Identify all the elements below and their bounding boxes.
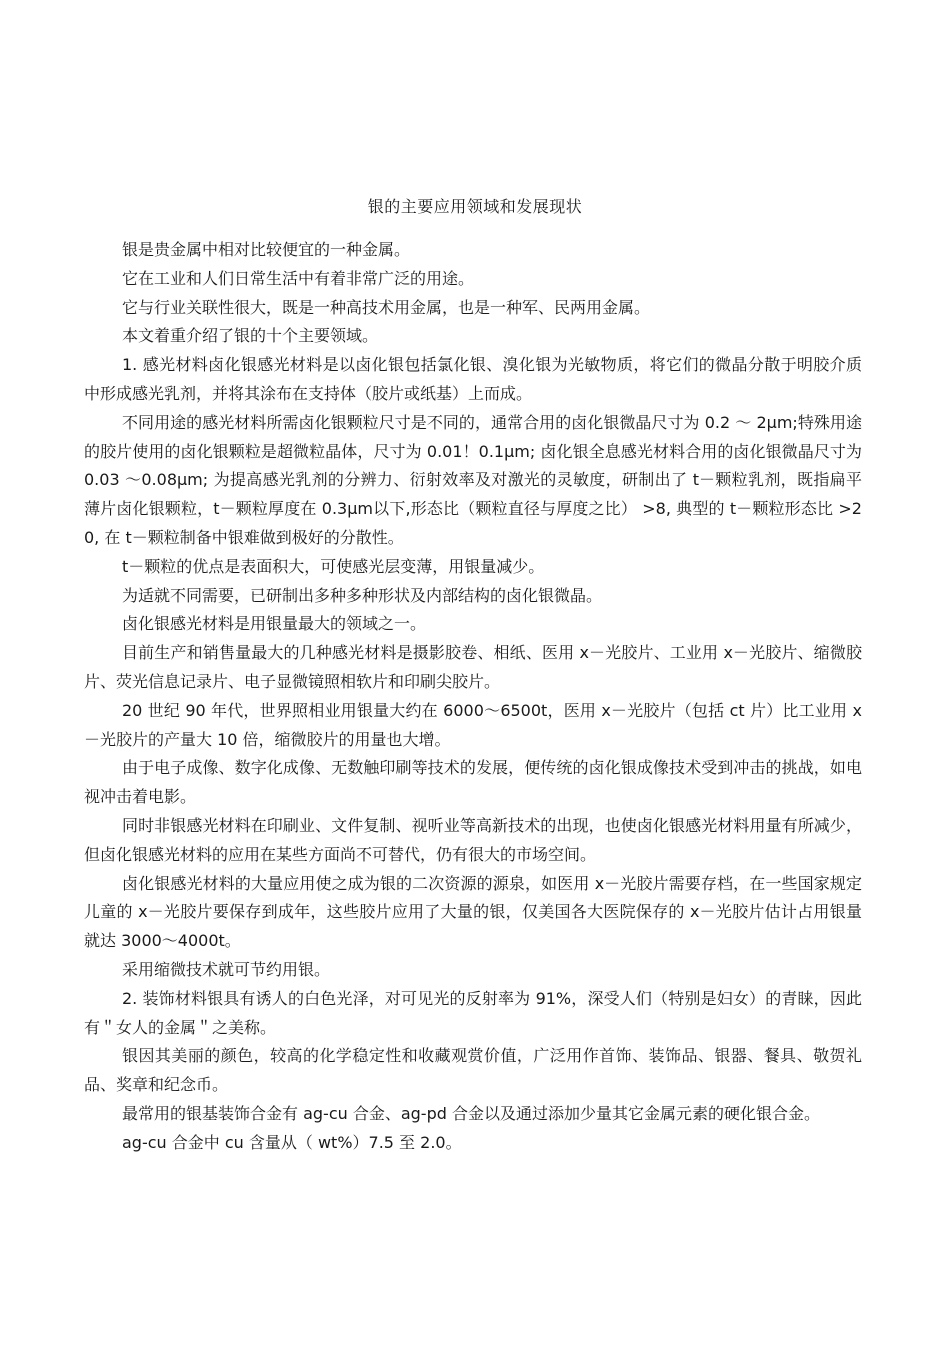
paragraph: 银是贵金属中相对比较便宜的一种金属。: [122, 240, 411, 259]
paragraph: 1. 感光材料卤化银感光材料是以卤化银包括氯化银、溴化银为光敏物质，将它们的微晶分散于明胶介质中形成感光乳剂，并将其涂布在支持体（胶片或纸基）上而成。: [84, 355, 862, 403]
paragraph: 由于电子成像、数字化成像、无数触印刷等技术的发展，便传统的卤化银成像技术受到冲击的挑战，如电视冲击着电影。: [84, 758, 862, 807]
paragraph: 同时非银感光材料在印刷业、文件复制、视听业等高新技术的出现，也使卤化银感光材料用量有所减少，但卤化银感光材料的应用在某些方面尚不可替代，仍有很大的市场空间。: [84, 815, 862, 864]
paragraph: 采用缩微技术就可节约用银。: [122, 959, 331, 979]
paragraph: 银因其美丽的颜色，较高的化学稳定性和收藏观赏价值，广泛用作首饰、装饰品、银器、餐具、敬贺礼品、奖章和纪念币。: [84, 1046, 862, 1095]
paragraph: 卤化银感光材料是用银量最大的领域之一。: [122, 614, 427, 634]
document-body: [84, 236, 862, 1158]
paragraph: 本文着重介绍了银的十个主要领域。: [122, 326, 379, 346]
paragraph: 不同用途的感光材料所需卤化银颗粒尺寸是不同的，通常合用的卤化银微晶尺寸为 0.2 ～ 2μm;特殊用途的胶片使用的卤化银颗粒是超微粒晶体，尺寸为 0.01！0.1μm; 卤化银全息感光材料合用的卤化银微晶尺寸为 0.03 ～0.08μm; 为提高感光乳剂的分辨力、衍射效率及对激光的灵敏度，研制出了 t－颗粒乳剂，既指扁平薄片卤化银颗粒，t－颗粒厚度在 0.3μm以下,形态比（颗粒直径与厚度之比） >8, 典型的 t－颗粒形态比 >20, 在 t－颗粒制备中银难做到极好的分散性。: [84, 412, 862, 547]
paragraph: 2. 装饰材料银具有诱人的白色光泽，对可见光的反射率为 91%，深受人们（特别是妇女）的青睐，因此有＂女人的金属＂之美称。: [84, 988, 862, 1037]
paragraph: ag-cu 合金中 cu 含量从（ wt%）7.5 至 2.0。: [122, 1132, 462, 1152]
paragraph: t－颗粒的优点是表面积大，可使感光层变薄，用银量减少。: [122, 556, 545, 576]
paragraph: 它与行业关联性很大，既是一种高技术用金属，也是一种军、民两用金属。: [122, 297, 651, 317]
paragraph: 卤化银感光材料的大量应用使之成为银的二次资源的源泉，如医用 x－光胶片需要存档，在一些国家规定儿童的 x－光胶片要保存到成年，这些胶片应用了大量的银，仅美国各大医院保存的 x－光胶片估计占用银量就达 3000～4000t。: [84, 873, 862, 951]
paragraph: 为适就不同需要，已研制出多种多种形状及内部结构的卤化银微晶。: [122, 585, 603, 605]
paragraph: 它在工业和人们日常生活中有着非常广泛的用途。: [122, 268, 475, 288]
paragraph: 20 世纪 90 年代，世界照相业用银量大约在 6000～6500t，医用 x－光胶片（包括 ct 片）比工业用 x－光胶片的产量大 10 倍，缩微胶片的用量也大增。: [84, 700, 862, 749]
paragraph: 最常用的银基装饰合金有 ag-cu 合金、ag-pd 合金以及通过添加少量其它金属元素的硬化银合金。: [122, 1103, 820, 1123]
paragraph: 目前生产和销售量最大的几种感光材料是摄影胶卷、相纸、医用 x－光胶片、工业用 x－光胶片、缩微胶片、荧光信息记录片、电子显微镜照相软片和印刷尖胶片。: [84, 643, 862, 691]
document-title: 银的主要应用领域和发展现状: [367, 197, 583, 216]
